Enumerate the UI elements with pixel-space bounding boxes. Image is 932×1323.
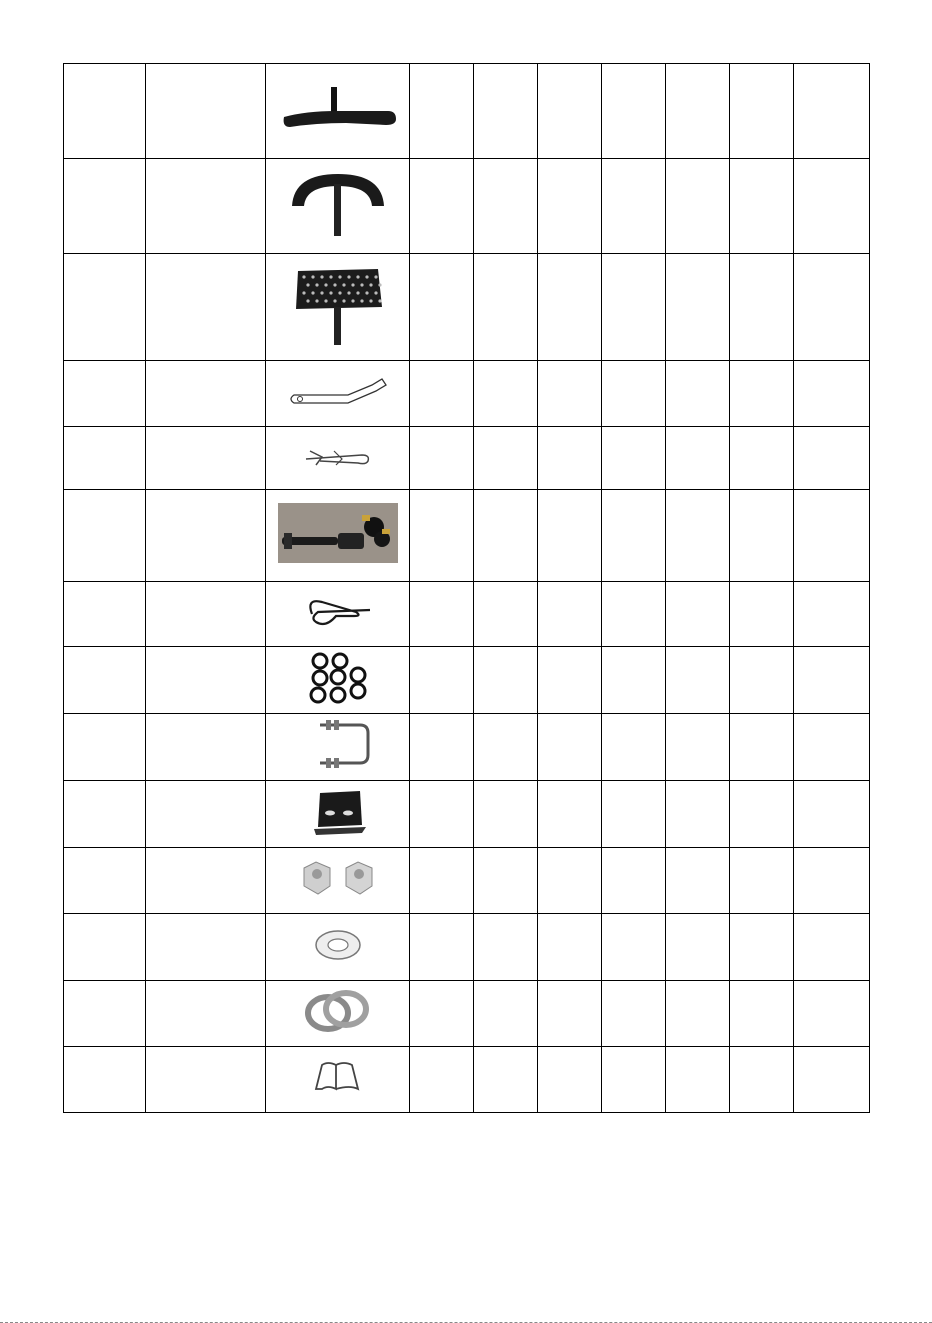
table-cell: [730, 159, 794, 254]
table-row: [64, 64, 870, 159]
table-cell: [410, 582, 474, 647]
table-cell: [602, 1047, 666, 1113]
table-cell: [410, 254, 474, 361]
bent-hitch-pin-icon: [266, 371, 409, 416]
part-image-cell: [266, 781, 410, 848]
part-image-cell: [266, 159, 410, 254]
table-cell: [64, 361, 146, 427]
table-cell: [602, 427, 666, 490]
part-image-cell: [266, 361, 410, 427]
table-cell: [794, 781, 870, 848]
table-row: [64, 361, 870, 427]
part-image-cell: [266, 427, 410, 490]
table-cell: [602, 714, 666, 781]
table-row: [64, 981, 870, 1047]
table-cell: [146, 781, 266, 848]
table-cell: [410, 914, 474, 981]
table-cell: [538, 914, 602, 981]
hair-pin-clip-icon: [266, 594, 409, 635]
table-cell: [410, 1047, 474, 1113]
table-cell: [538, 427, 602, 490]
table-cell: [474, 361, 538, 427]
table-cell: [474, 914, 538, 981]
table-cell: [730, 427, 794, 490]
table-cell: [64, 914, 146, 981]
table-cell: [538, 781, 602, 848]
flat-washer-icon: [266, 921, 409, 974]
table-cell: [474, 714, 538, 781]
table-cell: [794, 64, 870, 159]
table-cell: [64, 254, 146, 361]
table-cell: [730, 714, 794, 781]
part-image-cell: [266, 64, 410, 159]
table-row: [64, 1047, 870, 1113]
table-cell: [730, 1047, 794, 1113]
table-cell: [666, 914, 730, 981]
table-cell: [602, 914, 666, 981]
table-cell: [474, 981, 538, 1047]
bumper-bar-t-icon: [266, 83, 409, 140]
table-cell: [64, 64, 146, 159]
part-image-cell: [266, 914, 410, 981]
table-cell: [794, 714, 870, 781]
table-cell: [146, 1047, 266, 1113]
part-image-cell: [266, 1047, 410, 1113]
table-cell: [410, 159, 474, 254]
table-cell: [146, 647, 266, 714]
table-row: [64, 647, 870, 714]
table-cell: [538, 714, 602, 781]
table-cell: [474, 848, 538, 914]
table-cell: [602, 159, 666, 254]
table-cell: [602, 647, 666, 714]
table-cell: [666, 490, 730, 582]
table-cell: [730, 781, 794, 848]
table-cell: [602, 848, 666, 914]
table-cell: [794, 914, 870, 981]
table-cell: [794, 1047, 870, 1113]
table-cell: [730, 647, 794, 714]
part-image-cell: [266, 981, 410, 1047]
curved-step-bar-icon: [266, 168, 409, 245]
table-cell: [730, 981, 794, 1047]
table-cell: [410, 781, 474, 848]
table-cell: [666, 361, 730, 427]
table-cell: [666, 781, 730, 848]
table-cell: [410, 981, 474, 1047]
table-row: [64, 159, 870, 254]
table-cell: [146, 361, 266, 427]
table-cell: [538, 490, 602, 582]
table-cell: [666, 254, 730, 361]
table-cell: [730, 361, 794, 427]
table-cell: [64, 647, 146, 714]
table-cell: [146, 848, 266, 914]
table-cell: [538, 848, 602, 914]
table-cell: [64, 159, 146, 254]
table-cell: [602, 781, 666, 848]
part-image-cell: [266, 714, 410, 781]
table-cell: [794, 490, 870, 582]
table-cell: [538, 64, 602, 159]
table-cell: [64, 427, 146, 490]
table-cell: [730, 254, 794, 361]
cotter-pin-small-icon: [266, 441, 409, 476]
table-cell: [538, 361, 602, 427]
locking-hitch-pin-icon: [266, 503, 409, 568]
table-cell: [730, 582, 794, 647]
table-cell: [538, 647, 602, 714]
table-cell: [146, 159, 266, 254]
table-cell: [602, 254, 666, 361]
table-cell: [730, 914, 794, 981]
table-row: [64, 254, 870, 361]
table-cell: [474, 647, 538, 714]
table-cell: [64, 781, 146, 848]
table-cell: [146, 981, 266, 1047]
table-cell: [666, 647, 730, 714]
table-cell: [410, 427, 474, 490]
wire-spring-clip-icon: [266, 1053, 409, 1106]
table-row: [64, 582, 870, 647]
table-cell: [64, 714, 146, 781]
parts-table: [63, 63, 870, 1113]
table-cell: [410, 361, 474, 427]
table-cell: [146, 914, 266, 981]
table-row: [64, 714, 870, 781]
table-cell: [602, 64, 666, 159]
table-cell: [794, 361, 870, 427]
table-cell: [474, 427, 538, 490]
table-cell: [666, 582, 730, 647]
table-row: [64, 490, 870, 582]
table-row: [64, 914, 870, 981]
o-rings-icon: [266, 649, 409, 712]
table-cell: [410, 647, 474, 714]
table-cell: [538, 159, 602, 254]
table-cell: [730, 848, 794, 914]
table-cell: [64, 582, 146, 647]
table-cell: [794, 159, 870, 254]
table-cell: [538, 1047, 602, 1113]
table-cell: [410, 714, 474, 781]
table-cell: [146, 427, 266, 490]
table-cell: [730, 64, 794, 159]
table-cell: [474, 254, 538, 361]
table-cell: [410, 490, 474, 582]
table-cell: [474, 1047, 538, 1113]
table-cell: [602, 361, 666, 427]
part-image-cell: [266, 647, 410, 714]
table-cell: [794, 254, 870, 361]
table-cell: [666, 64, 730, 159]
table-cell: [794, 848, 870, 914]
table-cell: [602, 490, 666, 582]
table-cell: [794, 582, 870, 647]
table-cell: [474, 64, 538, 159]
table-cell: [474, 781, 538, 848]
table-cell: [666, 848, 730, 914]
slotted-bracket-plate-icon: [266, 787, 409, 842]
table-cell: [146, 582, 266, 647]
part-image-cell: [266, 254, 410, 361]
table-cell: [666, 427, 730, 490]
table-cell: [794, 981, 870, 1047]
table-cell: [794, 427, 870, 490]
table-cell: [146, 64, 266, 159]
table-cell: [538, 981, 602, 1047]
table-cell: [538, 582, 602, 647]
hex-nuts-icon: [266, 854, 409, 907]
table-row: [64, 427, 870, 490]
table-cell: [666, 159, 730, 254]
perforated-step-plate-icon: [266, 263, 409, 352]
table-cell: [146, 254, 266, 361]
table-cell: [666, 1047, 730, 1113]
table-cell: [666, 981, 730, 1047]
table-cell: [474, 490, 538, 582]
table-cell: [64, 981, 146, 1047]
part-image-cell: [266, 848, 410, 914]
table-row: [64, 781, 870, 848]
table-cell: [64, 490, 146, 582]
table-cell: [474, 159, 538, 254]
table-cell: [64, 848, 146, 914]
table-cell: [538, 254, 602, 361]
table-cell: [146, 490, 266, 582]
part-image-cell: [266, 490, 410, 582]
table-cell: [602, 582, 666, 647]
u-bolt-icon: [266, 715, 409, 780]
part-image-cell: [266, 582, 410, 647]
table-row: [64, 848, 870, 914]
table-cell: [410, 848, 474, 914]
table-cell: [666, 714, 730, 781]
table-cell: [602, 981, 666, 1047]
table-cell: [730, 490, 794, 582]
table-cell: [146, 714, 266, 781]
table-cell: [64, 1047, 146, 1113]
table-cell: [794, 647, 870, 714]
lock-washers-icon: [266, 983, 409, 1044]
table-cell: [474, 582, 538, 647]
table-cell: [410, 64, 474, 159]
